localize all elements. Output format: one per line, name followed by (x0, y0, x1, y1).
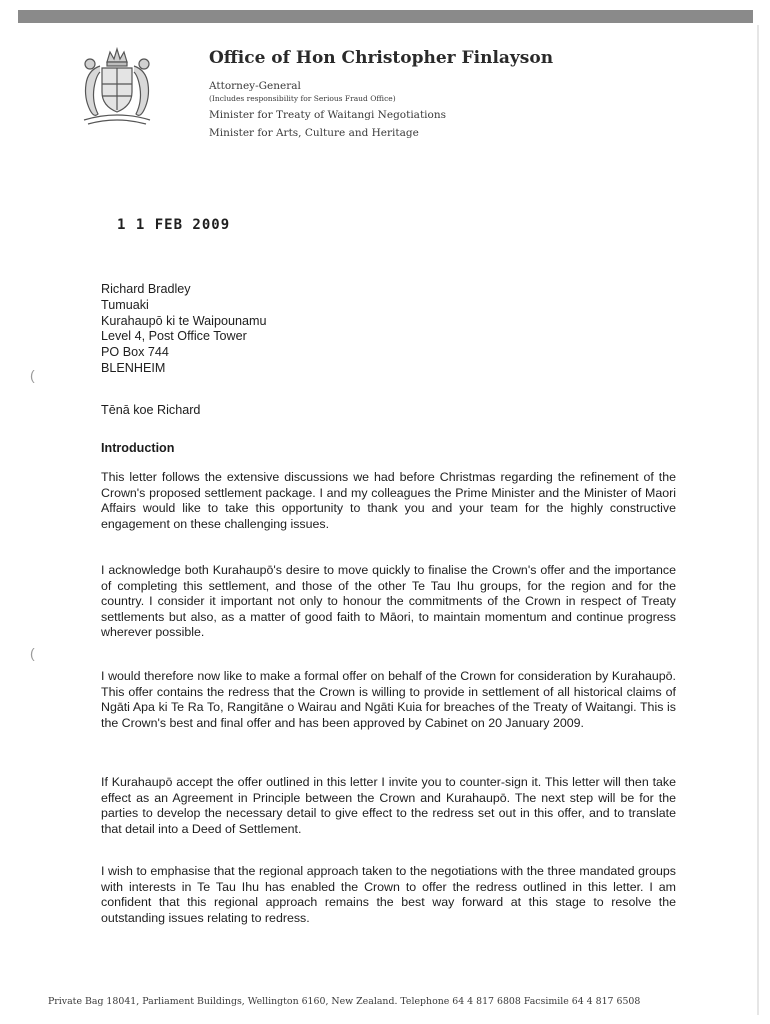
recipient-address (101, 282, 266, 377)
margin-mark-icon: ( (30, 645, 35, 661)
body-paragraph: This letter follows the extensive discussions we had before Christmas regarding the refinement of the Crown's proposed settlement package. I and my colleagues the Prime Minister and the Minister of Maori Affairs would like to take this opportunity to thank you and your team for the highly constructive engagement on these challenging issues. (101, 470, 676, 531)
role-line: Attorney-General (209, 80, 301, 92)
role-line: Minister for Treaty of Waitangi Negotiations (209, 109, 446, 121)
nz-coat-of-arms-icon (70, 44, 164, 134)
office-title: Office of Hon Christopher Finlayson (209, 48, 554, 68)
address-line: Kurahaupō ki te Waipounamu (101, 313, 267, 328)
date-stamp: 1 1 FEB 2009 (117, 217, 231, 233)
section-heading: Introduction (101, 441, 175, 455)
body-paragraph: I would therefore now like to make a formal offer on behalf of the Crown for consideration by Kurahaupō. This offer contains the redress that the Crown is willing to provide in settlement of all historical claims of Ngāti Apa ki Te Ra To, Rangitāne o Wairau and Ngāti Kuia for breaches of the Treaty of Waitangi. This is the Crown's best and final offer and has been approved by Cabinet on 20 January 2009. (101, 669, 676, 730)
address-line: Richard Bradley (101, 282, 191, 296)
role-note: (Includes responsibility for Serious Fraud Office) (209, 94, 396, 103)
footer-contact: Private Bag 18041, Parliament Buildings, Wellington 6160, New Zealand. Telephone 64 4 817 6808 Facsimile 64 4 817 6508 (48, 996, 641, 1007)
address-line: Tumuaki (101, 297, 149, 312)
body-paragraph: I wish to emphasise that the regional approach taken to the negotiations with the three mandated groups with interests in Te Tau Ihu has enabled the Crown to offer the redress outlined in this letter. I am confident that this regional approach remains the best way forward at this stage to resolve the outstanding issues relating to redress. (101, 864, 676, 925)
role-line: Minister for Arts, Culture and Heritage (209, 127, 419, 139)
top-scan-bar (18, 10, 753, 23)
address-line: PO Box 744 (101, 345, 169, 360)
body-paragraph: If Kurahaupō accept the offer outlined in this letter I invite you to counter-sign it. This letter will then take effect as an Agreement in Principle between the Crown and Kurahaupō. The next step will be for the parties to develop the necessary detail to give effect to the redress set out in this offer, and to translate that detail into a Deed of Settlement. (101, 775, 676, 836)
minister-roles (209, 80, 446, 140)
address-line: BLENHEIM (101, 360, 166, 375)
salutation: Tēnā koe Richard (101, 403, 201, 417)
page-edge (757, 25, 759, 1015)
margin-mark-icon: ( (30, 367, 35, 383)
address-line: Level 4, Post Office Tower (101, 329, 247, 344)
body-paragraph: I acknowledge both Kurahaupō's desire to move quickly to finalise the Crown's offer and the importance of completing this settlement, and those of the other Te Tau Ihu groups, for the region and for the country. I consider it important not only to honour the commitments of the Crown in respect of Treaty settlements but also, as a matter of good faith to Māori, to maintain momentum and continue progress wherever possible. (101, 563, 676, 640)
